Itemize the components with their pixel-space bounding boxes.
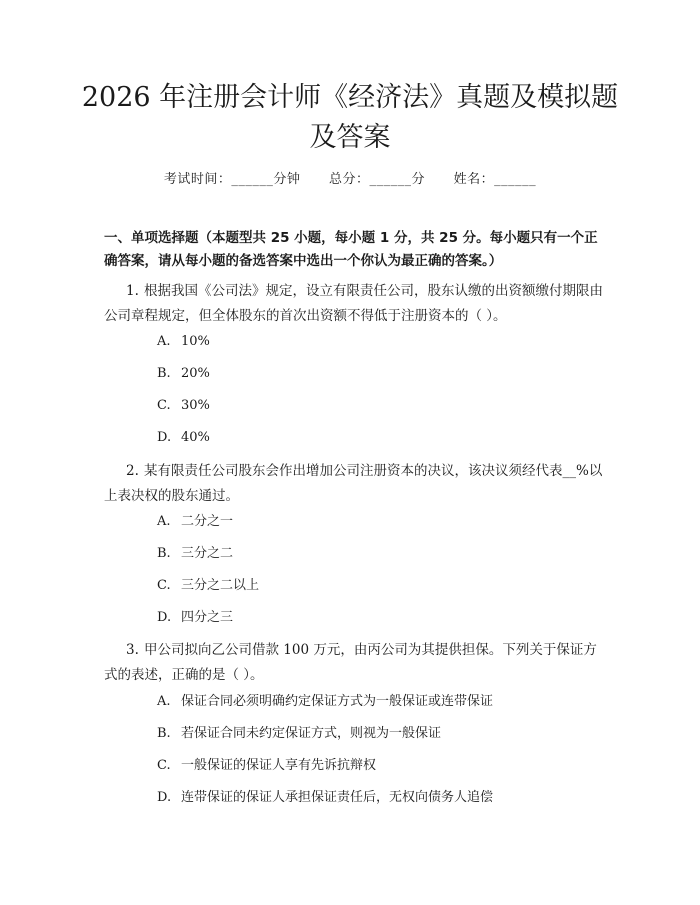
option-text: 若保证合同未约定保证方式，则视为一般保证 xyxy=(181,726,442,741)
option-label: A. xyxy=(157,334,171,349)
question-text: 甲公司拟向乙公司借款 100 万元，由丙公司为其提供担保。下列关于保证方式的表述，正确的是（ ）。 xyxy=(104,642,597,683)
exam-score-field: 总分：______分 xyxy=(328,172,425,187)
option-label: A. xyxy=(157,514,171,529)
option-label: B. xyxy=(157,366,171,381)
question-number: 1. xyxy=(126,283,139,299)
option-2a xyxy=(157,513,233,531)
option-1c xyxy=(157,397,210,415)
option-text: 四分之三 xyxy=(181,610,234,625)
option-1a xyxy=(157,333,210,351)
option-label: C. xyxy=(157,578,171,593)
option-3a xyxy=(157,693,493,711)
exam-time-field: 考试时间：______分钟 xyxy=(163,172,301,187)
option-1b xyxy=(157,365,210,383)
question-2 xyxy=(104,459,604,509)
option-label: A. xyxy=(157,694,171,709)
question-text: 某有限责任公司股东会作出增加公司注册资本的决议，该决议须经代表__%以上表决权的股东通过。 xyxy=(104,463,603,504)
title-line-2: 及答案 xyxy=(309,122,391,153)
option-text: 连带保证的保证人承担保证责任后，无权向债务人追偿 xyxy=(181,790,494,805)
option-3d xyxy=(157,789,493,807)
option-text: 三分之二以上 xyxy=(181,578,260,593)
question-3 xyxy=(104,638,604,688)
option-2c xyxy=(157,577,259,595)
option-text: 10% xyxy=(181,334,210,349)
page-title xyxy=(80,78,620,158)
option-3b xyxy=(157,725,441,743)
option-label: C. xyxy=(157,398,171,413)
option-label: B. xyxy=(157,546,171,561)
question-text: 根据我国《公司法》规定，设立有限责任公司，股东认缴的出资额缴付期限由公司章程规定，但全体股东的首次出资额不得低于注册资本的（ ）。 xyxy=(104,283,603,324)
question-number: 2. xyxy=(126,463,139,479)
option-text: 30% xyxy=(181,398,210,413)
option-label: C. xyxy=(157,758,171,773)
option-text: 三分之二 xyxy=(181,546,234,561)
exam-info xyxy=(0,168,700,187)
option-label: B. xyxy=(157,726,171,741)
title-line-1: 2026 年注册会计师《经济法》真题及模拟题 xyxy=(81,82,619,113)
option-text: 保证合同必须明确约定保证方式为一般保证或连带保证 xyxy=(181,694,494,709)
option-3c xyxy=(157,757,376,775)
option-text: 一般保证的保证人享有先诉抗辩权 xyxy=(181,758,377,773)
option-2d xyxy=(157,609,233,627)
question-1 xyxy=(104,279,604,329)
exam-name-field: 姓名：______ xyxy=(453,172,537,187)
option-text: 二分之一 xyxy=(181,514,234,529)
option-2b xyxy=(157,545,233,563)
option-label: D. xyxy=(157,610,172,625)
section-heading: 一、单项选择题（本题型共 25 小题，每小题 1 分，共 25 分。每小题只有一个正确答案，请从每小题的备选答案中选出一个你认为最正确的答案。） xyxy=(104,230,598,269)
option-text: 40% xyxy=(181,430,210,445)
option-1d xyxy=(157,429,210,447)
option-text: 20% xyxy=(181,366,210,381)
option-label: D. xyxy=(157,790,172,805)
option-label: D. xyxy=(157,430,172,445)
question-number: 3. xyxy=(126,642,139,658)
